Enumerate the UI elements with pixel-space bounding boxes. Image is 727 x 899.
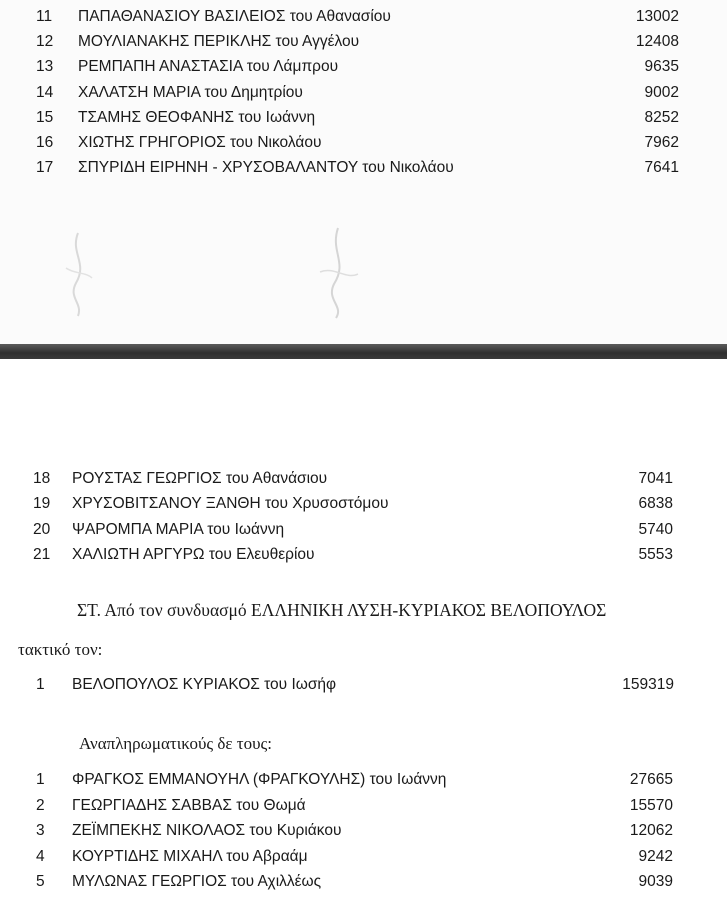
- list-item: [33, 492, 673, 516]
- item-number: 2: [36, 796, 45, 814]
- candidate-name: ΧΑΛΙΩΤΗ ΑΡΓΥΡΩ του Ελευθερίου: [72, 545, 315, 563]
- vote-count: 9039: [638, 873, 673, 890]
- vote-count: 12408: [635, 33, 679, 51]
- document-page-1: [0, 0, 727, 344]
- faint-signature-right: [300, 222, 370, 322]
- item-number: 4: [36, 847, 45, 865]
- candidate-name: ΚΟΥΡΤΙΔΗΣ ΜΙΧΑΗΛ του Αβραάμ: [72, 847, 308, 865]
- list-item: [36, 81, 679, 105]
- candidate-name: ΧΙΩΤΗΣ ΓΡΗΓΟΡΙΟΣ του Νικολάου: [78, 134, 322, 151]
- vote-count: 9242: [638, 847, 673, 865]
- vote-count: 27665: [629, 771, 673, 788]
- candidate-name: ΜΥΛΩΝΑΣ ΓΕΩΡΓΙΟΣ του Αχιλλέως: [72, 873, 322, 890]
- candidate-name: ΠΑΠΑΘΑΝΑΣΙΟΥ ΒΑΣΙΛΕΙΟΣ του Αθανασίου: [78, 8, 391, 25]
- list-item: [36, 768, 673, 792]
- item-number: 14: [36, 83, 54, 101]
- section-heading: ΣΤ. Από τον συνδυασμό ΕΛΛΗΝΙΚΗ ΛΥΣΗ-ΚΥΡΙΑΚΟΣ ΒΕΛΟΠΟΥΛΟΣ: [77, 600, 607, 620]
- list-item: [36, 55, 679, 79]
- candidate-name: ΧΑΛΑΤΣΗ ΜΑΡΙΑ του Δημητρίου: [78, 83, 303, 101]
- item-number: 19: [33, 495, 51, 513]
- candidate-name: ΡΕΜΠΑΠΗ ΑΝΑΣΤΑΣΙΑ του Λάμπρου: [78, 58, 339, 76]
- list-item: [36, 5, 679, 29]
- item-number: 20: [33, 520, 51, 538]
- item-number: 1: [36, 676, 45, 693]
- list-item: [33, 518, 673, 542]
- candidate-name: ΣΠΥΡΙΔΗ ΕΙΡΗΝΗ - ΧΡΥΣΟΒΑΛΑΝΤΟΥ του Νικολάου: [78, 159, 454, 177]
- vote-count: 159319: [622, 676, 674, 693]
- vote-count: 5740: [638, 520, 673, 538]
- item-number: 15: [36, 108, 54, 126]
- list-item: [36, 819, 673, 843]
- page-divider: [0, 344, 727, 359]
- vote-count: 12062: [629, 822, 673, 839]
- item-number: 18: [33, 470, 51, 487]
- vote-count: 5553: [638, 545, 673, 563]
- vote-count: 6838: [638, 495, 673, 513]
- vote-count: 7641: [644, 159, 679, 177]
- substitutes-heading: Αναπληρωματικούς δε τους:: [79, 734, 272, 753]
- vote-count: 7041: [638, 470, 673, 487]
- item-number: 3: [36, 822, 45, 839]
- candidate-name: ΓΕΩΡΓΙΑΔΗΣ ΣΑΒΒΑΣ του Θωμά: [72, 796, 306, 814]
- candidate-name: ΒΕΛΟΠΟΥΛΟΣ ΚΥΡΙΑΚΟΣ του Ιωσήφ: [72, 676, 337, 693]
- candidate-name: ΦΡΑΓΚΟΣ ΕΜΜΑΝΟΥΗΛ (ΦΡΑΓΚΟΥΛΗΣ) του Ιωάννη: [72, 771, 447, 788]
- item-number: 11: [36, 8, 53, 25]
- list-item: [36, 30, 679, 54]
- section-subheading: τακτικό τον:: [18, 640, 103, 659]
- list-item: [36, 673, 674, 697]
- vote-count: 8252: [644, 108, 679, 126]
- list-item: [36, 106, 679, 130]
- faint-signature-left: [48, 228, 108, 318]
- item-number: 12: [36, 33, 54, 51]
- list-item: [36, 845, 673, 869]
- document-page-2: [0, 359, 727, 899]
- vote-count: 7962: [644, 134, 679, 151]
- list-item: [36, 794, 673, 818]
- candidate-name: ΡΟΥΣΤΑΣ ΓΕΩΡΓΙΟΣ του Αθανάσιου: [72, 470, 328, 487]
- list-item: [36, 131, 679, 155]
- candidate-name: ΨΑΡΟΜΠΑ ΜΑΡΙΑ του Ιωάννη: [72, 520, 285, 538]
- item-number: 21: [33, 545, 51, 563]
- list-item: [33, 467, 673, 491]
- item-number: 1: [36, 771, 45, 788]
- candidate-name: ΤΣΑΜΗΣ ΘΕΟΦΑΝΗΣ του Ιωάννη: [78, 108, 316, 126]
- candidate-name: ΖΕΪΜΠΕΚΗΣ ΝΙΚΟΛΑΟΣ του Κυριάκου: [72, 822, 342, 839]
- vote-count: 9002: [644, 83, 679, 101]
- candidate-name: ΧΡΥΣΟΒΙΤΣΑΝΟΥ ΞΑΝΘΗ του Χρυσοστόμου: [72, 495, 389, 513]
- list-item: [36, 870, 673, 894]
- vote-count: 15570: [629, 796, 673, 814]
- vote-count: 13002: [635, 8, 679, 25]
- list-item: [36, 156, 679, 180]
- candidate-name: ΜΟΥΛΙΑΝΑΚΗΣ ΠΕΡΙΚΛΗΣ του Αγγέλου: [78, 33, 360, 51]
- item-number: 16: [36, 134, 54, 151]
- item-number: 17: [36, 159, 54, 177]
- list-item: [33, 543, 673, 567]
- item-number: 13: [36, 58, 54, 76]
- vote-count: 9635: [644, 58, 679, 76]
- item-number: 5: [36, 873, 45, 890]
